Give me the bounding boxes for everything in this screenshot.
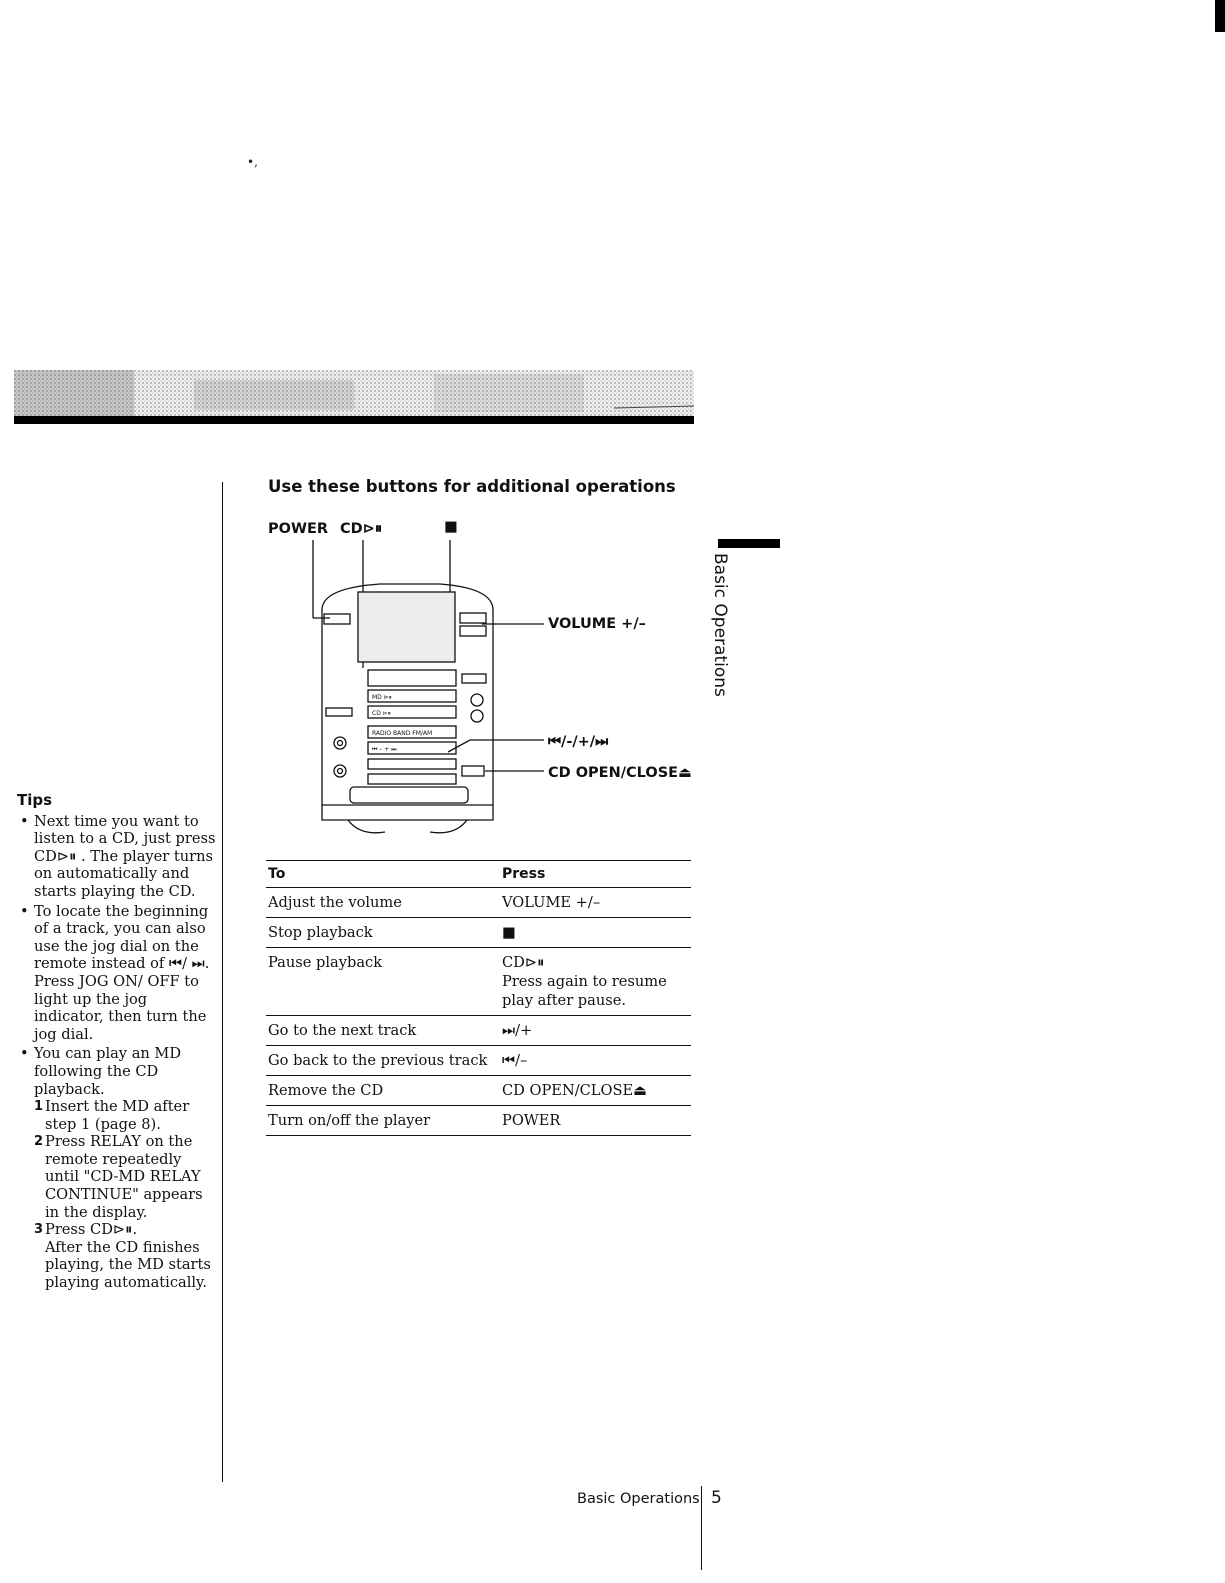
step-text: Insert the MD after step 1 (page 8).	[45, 1098, 190, 1133]
header-to: To	[266, 861, 500, 888]
page-number: 5	[711, 1488, 722, 1508]
step-item	[34, 1221, 217, 1291]
table-row	[266, 888, 691, 918]
tip-item: • To locate the beginning of a track, you can also use the jog dial on the remote instead of ⏮/ ⏭. Press JOG ON/ OFF to light up the jog indicator, then turn the jog dial.	[17, 903, 217, 1044]
label-cd-play-pause: CD⊳⏸	[340, 521, 383, 537]
tips-title: Tips	[17, 791, 53, 809]
panel-slot	[368, 670, 456, 686]
tip-text: You can play an MD following the CD playback.	[34, 1045, 182, 1098]
table-row	[266, 1106, 691, 1136]
table-header-row	[266, 861, 691, 888]
skip-row-label: ⏮ – + ⏭	[372, 746, 397, 753]
footer-section-label: Basic Operations	[577, 1491, 700, 1507]
md-row-label: MD ⊳⏸	[372, 694, 392, 701]
step-text: Press RELAY on the remote repeatedly until "CD-MD RELAY CONTINUE" appears in the display.	[45, 1133, 203, 1221]
label-volume: VOLUME +/–	[548, 616, 646, 632]
cell-press	[500, 948, 691, 1016]
label-stop: ■	[444, 519, 458, 535]
cell-press: VOLUME +/–	[500, 888, 691, 918]
cell-press: ■	[500, 918, 691, 948]
cell-to: Adjust the volume	[266, 888, 500, 918]
side-tab-label: Basic Operations	[710, 553, 730, 697]
step-number: 3	[34, 1222, 44, 1238]
step-followup: After the CD finishes playing, the MD starts playing automatically.	[45, 1238, 211, 1292]
jack-icon	[334, 737, 346, 749]
tip-item: • Next time you want to listen to a CD, just press CD⊳⏸ . The player turns on automatically and starts playing the CD.	[17, 813, 217, 901]
display-window	[358, 592, 455, 662]
tip-item	[17, 1045, 217, 1291]
tips-sidebar	[17, 792, 217, 1294]
volume-up-button	[460, 613, 486, 623]
cell-press: ⏭/+	[500, 1016, 691, 1046]
cd-row-label: CD ⊳⏸	[372, 710, 391, 717]
cell-to: Go back to the previous track	[266, 1046, 500, 1076]
cell-to: Remove the CD	[266, 1076, 500, 1106]
table-row	[266, 948, 691, 1016]
cell-to: Stop playback	[266, 918, 500, 948]
radio-row-label: RADIO BAND FM/AM	[372, 730, 433, 737]
volume-down-button	[460, 626, 486, 636]
header-press: Press	[500, 861, 691, 888]
label-power: POWER	[268, 521, 329, 537]
cell-press: ⏮/–	[500, 1046, 691, 1076]
relay-steps	[34, 1098, 217, 1292]
cell-press-note: Press again to resume play after pause.	[502, 973, 667, 1009]
device-diagram	[290, 540, 710, 840]
scan-speck: •,	[247, 155, 258, 169]
cell-press: CD OPEN/CLOSE⏏	[500, 1076, 691, 1106]
column-divider	[222, 482, 223, 1482]
step-number: 2	[34, 1134, 44, 1150]
operations-table	[266, 860, 691, 1136]
tips-list	[17, 813, 217, 1292]
label-skip: ⏮/-/+/⏭	[548, 734, 609, 750]
cell-press-key: CD⊳⏸	[502, 954, 545, 971]
step-item	[34, 1133, 217, 1221]
table-row	[266, 1016, 691, 1046]
side-tab-bar	[718, 539, 780, 548]
cell-to: Turn on/off the player	[266, 1106, 500, 1136]
cell-to: Pause playback	[266, 948, 500, 1016]
footer-rule	[701, 1486, 702, 1570]
banner-rule	[14, 416, 694, 424]
step-text: Press CD⊳⏸.	[45, 1221, 138, 1239]
step-item	[34, 1098, 217, 1133]
label-cd-open-close: CD OPEN/CLOSE⏏	[548, 765, 692, 781]
cell-press: POWER	[500, 1106, 691, 1136]
jack-icon	[334, 765, 346, 777]
section-heading: Use these buttons for additional operations	[268, 477, 676, 496]
callout-line-skip	[448, 740, 544, 752]
corner-registration-mark	[1215, 0, 1225, 32]
table-row	[266, 918, 691, 948]
power-button	[324, 614, 350, 624]
step-number: 1	[34, 1099, 44, 1115]
banner-texture	[14, 370, 694, 416]
cell-to: Go to the next track	[266, 1016, 500, 1046]
table-row	[266, 1076, 691, 1106]
section-banner	[14, 370, 694, 416]
table-row	[266, 1046, 691, 1076]
open-close-button	[462, 766, 484, 776]
